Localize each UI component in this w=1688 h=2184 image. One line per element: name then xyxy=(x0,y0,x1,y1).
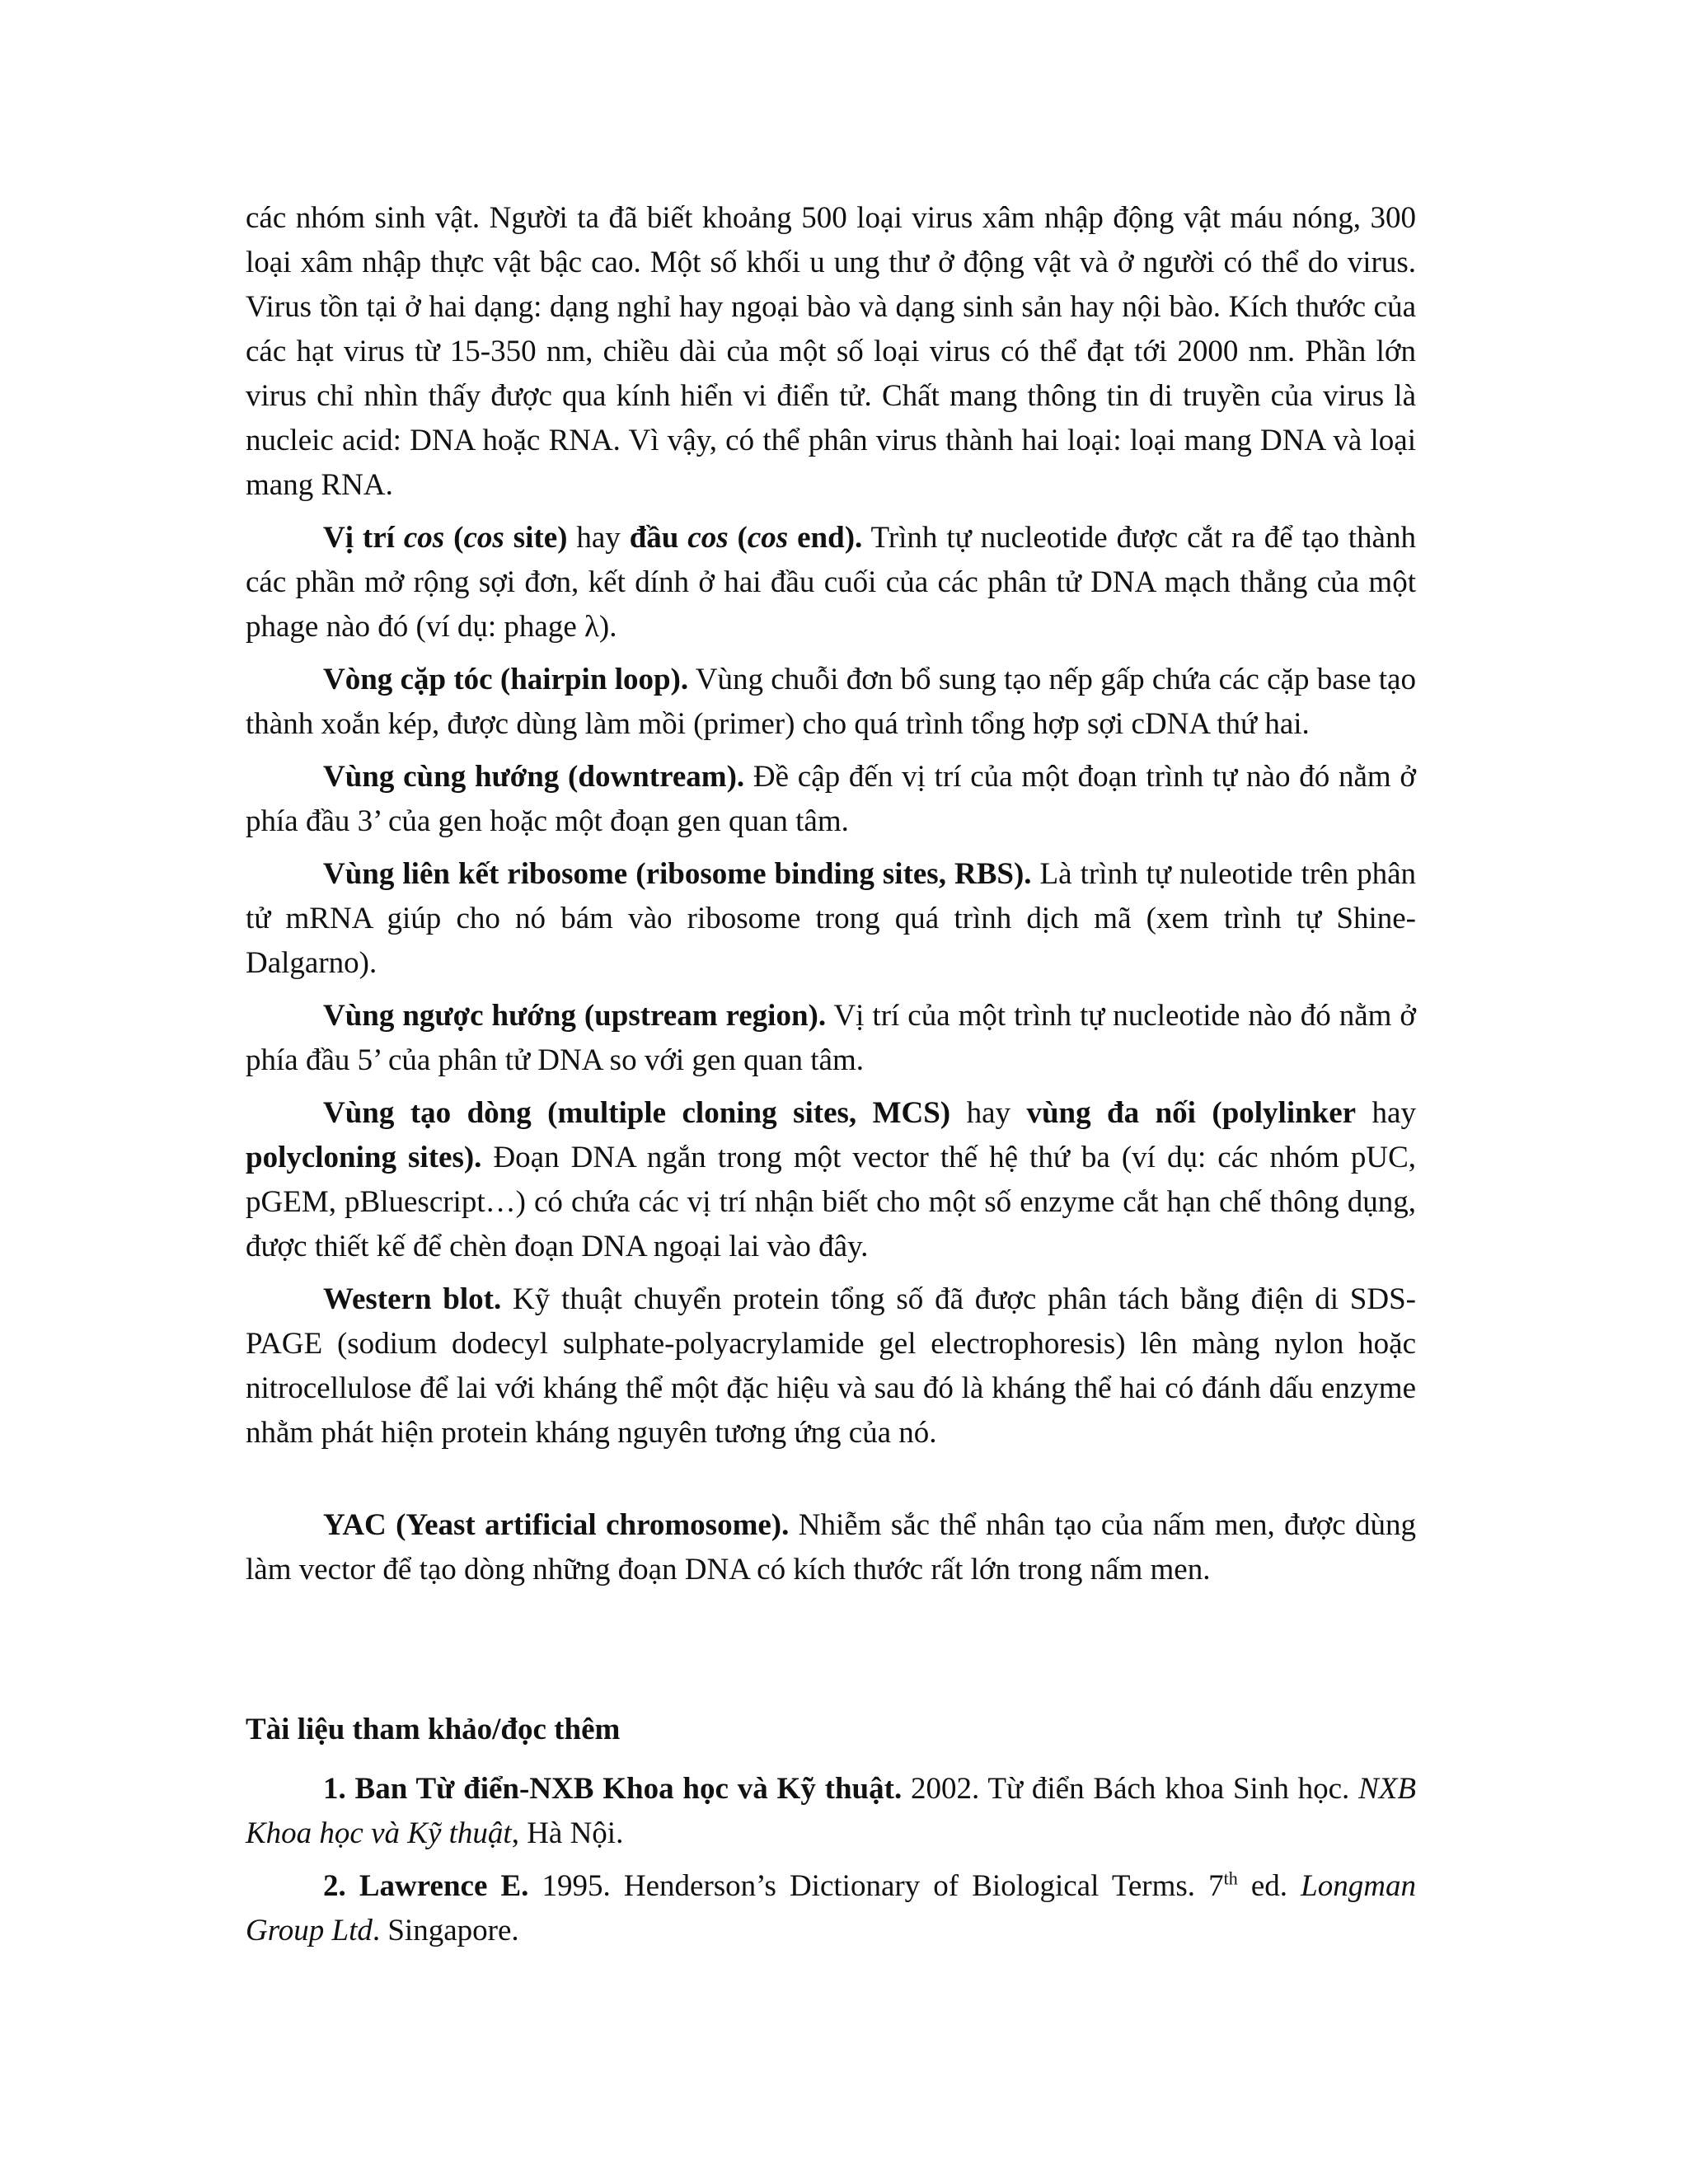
reference-item-1: 1. Ban Từ điển-NXB Khoa học và Kỹ thuật. 2002. Từ điển Bách khoa Sinh học. NXB Khoa học và Kỹ thuật, Hà Nội. xyxy=(246,1772,1416,1850)
reference-author: 1. Ban Từ điển-NXB Khoa học và Kỹ thuật. xyxy=(323,1772,903,1806)
entry-term: Vùng tạo dòng (multiple cloning sites, MCS) xyxy=(323,1096,951,1130)
entry-term: Vùng cùng hướng (downtream). xyxy=(323,760,745,794)
entry-definition: Đoạn DNA ngắn trong một vector thế hệ thứ ba (ví dụ: các nhóm pUC, pGEM, pBluescript…) có chứa các vị trí nhận biết cho một số enzyme cắt hạn chế thông dụng, được thiết kế để chèn đoạn DNA ngoại lai vào đây. xyxy=(246,1141,1417,1263)
entry-term-alt2: polycloning sites). xyxy=(246,1141,482,1174)
entry-definition: Là trình tự nuleotide trên phân tử mRNA giúp cho nó bám vào ribosome trong quá trình dịch mã (xem trình tự Shine-Dalgarno). xyxy=(246,857,1416,980)
entry-term: Vị trí cos (cos site) xyxy=(323,521,568,555)
entry-western-blot xyxy=(246,1277,1416,1455)
entry-term: YAC (Yeast artificial chromosome). xyxy=(323,1508,790,1542)
entry-term: Vòng cặp tóc (hairpin loop). xyxy=(323,663,689,696)
reference-item-2: 2. Lawrence E. 1995. Henderson’s Dictionary of Biological Terms. 7th ed. Longman Group Ltd. Singapore. xyxy=(246,1868,1416,1947)
reference-author: 2. Lawrence E. xyxy=(323,1869,529,1903)
entry-definition: Vùng chuỗi đơn bổ sung tạo nếp gấp chứa các cặp base tạo thành xoắn kép, được dùng làm mồi (primer) cho quá trình tổng hợp sợi cDNA thứ hai. xyxy=(246,663,1416,741)
intro-paragraph: các nhóm sinh vật. Người ta đã biết khoảng 500 loại virus xâm nhập động vật máu nóng, 300 loại xâm nhập thực vật bậc cao. Một số khối u ung thư ở động vật và ở người có thể do virus. Virus tồn tại ở hai dạng: dạng nghỉ hay ngoại bào và dạng sinh sản hay nội bào. Kích thước của các hạt virus từ 15-350 nm, chiều dài của một số loại virus có thể đạt tới 2000 nm. Phần lớn virus chỉ nhìn thấy được qua kính hiển vi điển tử. Chất mang thông tin di truyền của virus là nucleic acid: DNA hoặc RNA. Vì vậy, có thể phân virus thành hai loại: loại mang DNA và loại mang RNA. xyxy=(246,201,1416,502)
entry-downstream xyxy=(246,755,1416,844)
entry-definition: Trình tự nucleotide được cắt ra để tạo thành các phần mở rộng sợi đơn, kết dính ở hai đầu cuối của các phân tử DNA mạch thẳng của một phage nào đó (ví dụ: phage λ). xyxy=(246,521,1416,644)
entry-definition: Đề cập đến vị trí của một đoạn trình tự nào đó nằm ở phía đầu 3’ của gen hoặc một đoạn gen quan tâm. xyxy=(246,760,1416,838)
references-heading: Tài liệu tham khảo/đọc thêm xyxy=(246,1713,621,1746)
document-page xyxy=(246,196,1416,1953)
entry-ribosome-binding-sites xyxy=(246,852,1416,986)
entry-cos-site: Vị trí cos (cos site) hay đầu cos (cos end). Trình tự nucleotide được cắt ra để tạo thành các phần mở rộng sợi đơn, kết dính ở hai đầu cuối của các phân tử DNA mạch thẳng của một phage nào đó (ví dụ: phage λ). xyxy=(246,521,1416,644)
reference-publisher: Longman Group Ltd xyxy=(246,1869,1416,1947)
entry-hairpin-loop xyxy=(246,658,1416,747)
entry-term: Western blot. xyxy=(323,1282,502,1316)
entry-term: Vùng liên kết ribosome (ribosome binding sites, RBS). xyxy=(323,857,1032,891)
entry-upstream-region xyxy=(246,994,1416,1083)
entry-definition: Kỹ thuật chuyển protein tổng số đã được phân tách bằng điện di SDS-PAGE (sodium dodecyl sulphate-polyacrylamide gel electrophoresis) lên màng nylon hoặc nitrocellulose để lai với kháng thể một đặc hiệu và sau đó là kháng thể hai có đánh dấu enzyme nhằm phát hiện protein kháng nguyên tương ứng của nó. xyxy=(246,1282,1416,1450)
entry-term-alt: đầu cos (cos end). xyxy=(629,521,863,555)
entry-yac xyxy=(246,1503,1416,1592)
entry-term-alt: vùng đa nối (polylinker xyxy=(1026,1096,1357,1130)
reference-publisher: NXB Khoa học và Kỹ thuật xyxy=(246,1772,1416,1850)
entry-definition: Nhiễm sắc thể nhân tạo của nấm men, được dùng làm vector để tạo dòng những đoạn DNA có kích thước rất lớn trong nấm men. xyxy=(246,1508,1416,1586)
entry-multiple-cloning-sites: Vùng tạo dòng (multiple cloning sites, MCS) hay vùng đa nối (polylinker hay polycloning sites). Đoạn DNA ngắn trong một vector thế hệ thứ ba (ví dụ: các nhóm pUC, pGEM, pBluescript…) có chứa các vị trí nhận biết cho một số enzyme cắt hạn chế thông dụng, được thiết kế để chèn đoạn DNA ngoại lai vào đây. xyxy=(246,1096,1417,1263)
entry-definition: Vị trí của một trình tự nucleotide nào đó nằm ở phía đầu 5’ của phân tử DNA so với gen quan tâm. xyxy=(246,999,1416,1077)
entry-term: Vùng ngược hướng (upstream region). xyxy=(323,999,827,1033)
